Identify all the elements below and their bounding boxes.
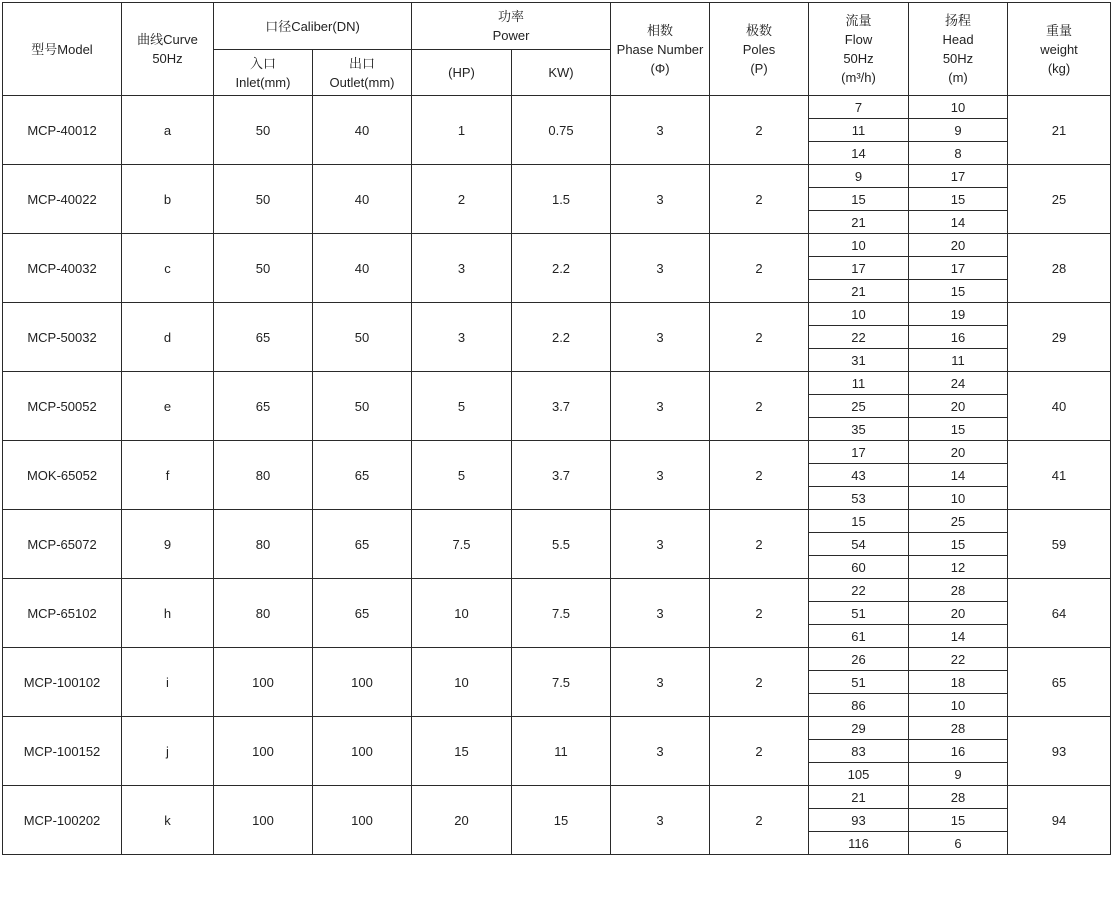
flow-cell: 22 <box>809 326 909 349</box>
head-cell: 15 <box>909 533 1008 556</box>
head-cell: 28 <box>909 579 1008 602</box>
head-cell: 14 <box>909 464 1008 487</box>
head-cell: 24 <box>909 372 1008 395</box>
table-row <box>3 441 1111 464</box>
flow-cell: 86 <box>809 694 909 717</box>
hp-cell: 5 <box>412 441 512 510</box>
inlet-cell: 65 <box>214 303 313 372</box>
head-cell: 16 <box>909 740 1008 763</box>
head-cell: 20 <box>909 602 1008 625</box>
hp-cell: 10 <box>412 648 512 717</box>
table-row <box>3 165 1111 188</box>
outlet-cell: 50 <box>313 372 412 441</box>
weight-cell: 59 <box>1008 510 1111 579</box>
kw-cell: 11 <box>512 717 611 786</box>
header-inlet: 入口 Inlet(mm) <box>214 50 313 96</box>
flow-cell: 7 <box>809 96 909 119</box>
head-cell: 8 <box>909 142 1008 165</box>
head-cell: 17 <box>909 257 1008 280</box>
poles-cell: 2 <box>710 234 809 303</box>
kw-cell: 7.5 <box>512 648 611 717</box>
table-row <box>3 786 1111 809</box>
weight-cell: 64 <box>1008 579 1111 648</box>
curve-cell: d <box>122 303 214 372</box>
phase-cell: 3 <box>611 96 710 165</box>
poles-cell: 2 <box>710 303 809 372</box>
head-cell: 17 <box>909 165 1008 188</box>
kw-cell: 2.2 <box>512 234 611 303</box>
hp-cell: 5 <box>412 372 512 441</box>
outlet-cell: 65 <box>313 510 412 579</box>
header-power: 功率 Power <box>412 3 611 50</box>
flow-cell: 35 <box>809 418 909 441</box>
kw-cell: 7.5 <box>512 579 611 648</box>
head-cell: 9 <box>909 119 1008 142</box>
weight-cell: 29 <box>1008 303 1111 372</box>
curve-cell: a <box>122 96 214 165</box>
curve-cell: i <box>122 648 214 717</box>
inlet-cell: 100 <box>214 717 313 786</box>
poles-cell: 2 <box>710 372 809 441</box>
table-row <box>3 579 1111 602</box>
flow-cell: 26 <box>809 648 909 671</box>
inlet-cell: 50 <box>214 96 313 165</box>
flow-cell: 22 <box>809 579 909 602</box>
table-header <box>3 3 1111 96</box>
flow-cell: 21 <box>809 280 909 303</box>
kw-cell: 3.7 <box>512 372 611 441</box>
curve-cell: j <box>122 717 214 786</box>
header-row-top <box>3 3 1111 50</box>
weight-cell: 40 <box>1008 372 1111 441</box>
phase-cell: 3 <box>611 372 710 441</box>
phase-cell: 3 <box>611 648 710 717</box>
model-cell: MCP-65102 <box>3 579 122 648</box>
flow-cell: 51 <box>809 602 909 625</box>
curve-cell: 9 <box>122 510 214 579</box>
model-cell: MCP-40022 <box>3 165 122 234</box>
poles-cell: 2 <box>710 96 809 165</box>
model-cell: MCP-100102 <box>3 648 122 717</box>
phase-cell: 3 <box>611 234 710 303</box>
outlet-cell: 100 <box>313 648 412 717</box>
head-cell: 10 <box>909 694 1008 717</box>
weight-cell: 21 <box>1008 96 1111 165</box>
flow-cell: 61 <box>809 625 909 648</box>
head-cell: 28 <box>909 717 1008 740</box>
poles-cell: 2 <box>710 510 809 579</box>
flow-cell: 93 <box>809 809 909 832</box>
flow-cell: 14 <box>809 142 909 165</box>
inlet-cell: 50 <box>214 234 313 303</box>
model-cell: MCP-50032 <box>3 303 122 372</box>
flow-cell: 83 <box>809 740 909 763</box>
hp-cell: 3 <box>412 303 512 372</box>
table-row <box>3 372 1111 395</box>
phase-cell: 3 <box>611 165 710 234</box>
phase-cell: 3 <box>611 303 710 372</box>
head-cell: 20 <box>909 441 1008 464</box>
inlet-cell: 100 <box>214 786 313 855</box>
curve-cell: h <box>122 579 214 648</box>
flow-cell: 25 <box>809 395 909 418</box>
hp-cell: 20 <box>412 786 512 855</box>
header-poles: 极数 Poles (P) <box>710 3 809 96</box>
flow-cell: 11 <box>809 119 909 142</box>
weight-cell: 93 <box>1008 717 1111 786</box>
poles-cell: 2 <box>710 786 809 855</box>
model-cell: MCP-40012 <box>3 96 122 165</box>
outlet-cell: 40 <box>313 96 412 165</box>
curve-cell: e <box>122 372 214 441</box>
outlet-cell: 50 <box>313 303 412 372</box>
head-cell: 18 <box>909 671 1008 694</box>
model-cell: MCP-50052 <box>3 372 122 441</box>
phase-cell: 3 <box>611 717 710 786</box>
flow-cell: 29 <box>809 717 909 740</box>
header-weight: 重量 weight (kg) <box>1008 3 1111 96</box>
header-kw: KW) <box>512 50 611 96</box>
flow-cell: 10 <box>809 234 909 257</box>
head-cell: 11 <box>909 349 1008 372</box>
head-cell: 12 <box>909 556 1008 579</box>
flow-cell: 15 <box>809 188 909 211</box>
model-cell: MOK-65052 <box>3 441 122 510</box>
curve-cell: c <box>122 234 214 303</box>
flow-cell: 17 <box>809 441 909 464</box>
table-row <box>3 96 1111 119</box>
head-cell: 16 <box>909 326 1008 349</box>
head-cell: 10 <box>909 96 1008 119</box>
head-cell: 20 <box>909 234 1008 257</box>
model-cell: MCP-100152 <box>3 717 122 786</box>
inlet-cell: 65 <box>214 372 313 441</box>
poles-cell: 2 <box>710 579 809 648</box>
flow-cell: 15 <box>809 510 909 533</box>
flow-cell: 51 <box>809 671 909 694</box>
header-flow: 流量 Flow 50Hz (m³/h) <box>809 3 909 96</box>
curve-cell: b <box>122 165 214 234</box>
flow-cell: 43 <box>809 464 909 487</box>
flow-cell: 11 <box>809 372 909 395</box>
flow-cell: 9 <box>809 165 909 188</box>
flow-cell: 10 <box>809 303 909 326</box>
header-outlet: 出口 Outlet(mm) <box>313 50 412 96</box>
head-cell: 25 <box>909 510 1008 533</box>
head-cell: 9 <box>909 763 1008 786</box>
header-hp: (HP) <box>412 50 512 96</box>
flow-cell: 53 <box>809 487 909 510</box>
flow-cell: 21 <box>809 786 909 809</box>
kw-cell: 3.7 <box>512 441 611 510</box>
head-cell: 20 <box>909 395 1008 418</box>
poles-cell: 2 <box>710 441 809 510</box>
table-row <box>3 303 1111 326</box>
weight-cell: 28 <box>1008 234 1111 303</box>
kw-cell: 2.2 <box>512 303 611 372</box>
head-cell: 19 <box>909 303 1008 326</box>
head-cell: 10 <box>909 487 1008 510</box>
flow-cell: 105 <box>809 763 909 786</box>
head-cell: 14 <box>909 625 1008 648</box>
phase-cell: 3 <box>611 579 710 648</box>
kw-cell: 0.75 <box>512 96 611 165</box>
flow-cell: 54 <box>809 533 909 556</box>
weight-cell: 94 <box>1008 786 1111 855</box>
phase-cell: 3 <box>611 441 710 510</box>
model-cell: MCP-65072 <box>3 510 122 579</box>
hp-cell: 15 <box>412 717 512 786</box>
table-row <box>3 717 1111 740</box>
inlet-cell: 80 <box>214 510 313 579</box>
head-cell: 6 <box>909 832 1008 855</box>
inlet-cell: 100 <box>214 648 313 717</box>
head-cell: 22 <box>909 648 1008 671</box>
head-cell: 15 <box>909 809 1008 832</box>
hp-cell: 7.5 <box>412 510 512 579</box>
weight-cell: 41 <box>1008 441 1111 510</box>
outlet-cell: 65 <box>313 441 412 510</box>
hp-cell: 2 <box>412 165 512 234</box>
inlet-cell: 80 <box>214 441 313 510</box>
hp-cell: 1 <box>412 96 512 165</box>
table-row <box>3 234 1111 257</box>
curve-cell: f <box>122 441 214 510</box>
table-row <box>3 510 1111 533</box>
header-model: 型号Model <box>3 3 122 96</box>
hp-cell: 10 <box>412 579 512 648</box>
head-cell: 15 <box>909 188 1008 211</box>
outlet-cell: 65 <box>313 579 412 648</box>
head-cell: 14 <box>909 211 1008 234</box>
flow-cell: 31 <box>809 349 909 372</box>
table-body <box>3 96 1111 855</box>
inlet-cell: 80 <box>214 579 313 648</box>
header-head: 扬程 Head 50Hz (m) <box>909 3 1008 96</box>
outlet-cell: 100 <box>313 786 412 855</box>
kw-cell: 5.5 <box>512 510 611 579</box>
flow-cell: 116 <box>809 832 909 855</box>
head-cell: 28 <box>909 786 1008 809</box>
outlet-cell: 100 <box>313 717 412 786</box>
poles-cell: 2 <box>710 165 809 234</box>
curve-cell: k <box>122 786 214 855</box>
header-caliber: 口径Caliber(DN) <box>214 3 412 50</box>
model-cell: MCP-100202 <box>3 786 122 855</box>
kw-cell: 1.5 <box>512 165 611 234</box>
outlet-cell: 40 <box>313 165 412 234</box>
inlet-cell: 50 <box>214 165 313 234</box>
header-phase: 相数 Phase Number (Φ) <box>611 3 710 96</box>
kw-cell: 15 <box>512 786 611 855</box>
model-cell: MCP-40032 <box>3 234 122 303</box>
phase-cell: 3 <box>611 786 710 855</box>
flow-cell: 21 <box>809 211 909 234</box>
flow-cell: 60 <box>809 556 909 579</box>
poles-cell: 2 <box>710 648 809 717</box>
pump-spec-table <box>2 2 1111 855</box>
poles-cell: 2 <box>710 717 809 786</box>
weight-cell: 65 <box>1008 648 1111 717</box>
weight-cell: 25 <box>1008 165 1111 234</box>
head-cell: 15 <box>909 280 1008 303</box>
outlet-cell: 40 <box>313 234 412 303</box>
flow-cell: 17 <box>809 257 909 280</box>
hp-cell: 3 <box>412 234 512 303</box>
phase-cell: 3 <box>611 510 710 579</box>
table-row <box>3 648 1111 671</box>
header-curve: 曲线Curve 50Hz <box>122 3 214 96</box>
head-cell: 15 <box>909 418 1008 441</box>
